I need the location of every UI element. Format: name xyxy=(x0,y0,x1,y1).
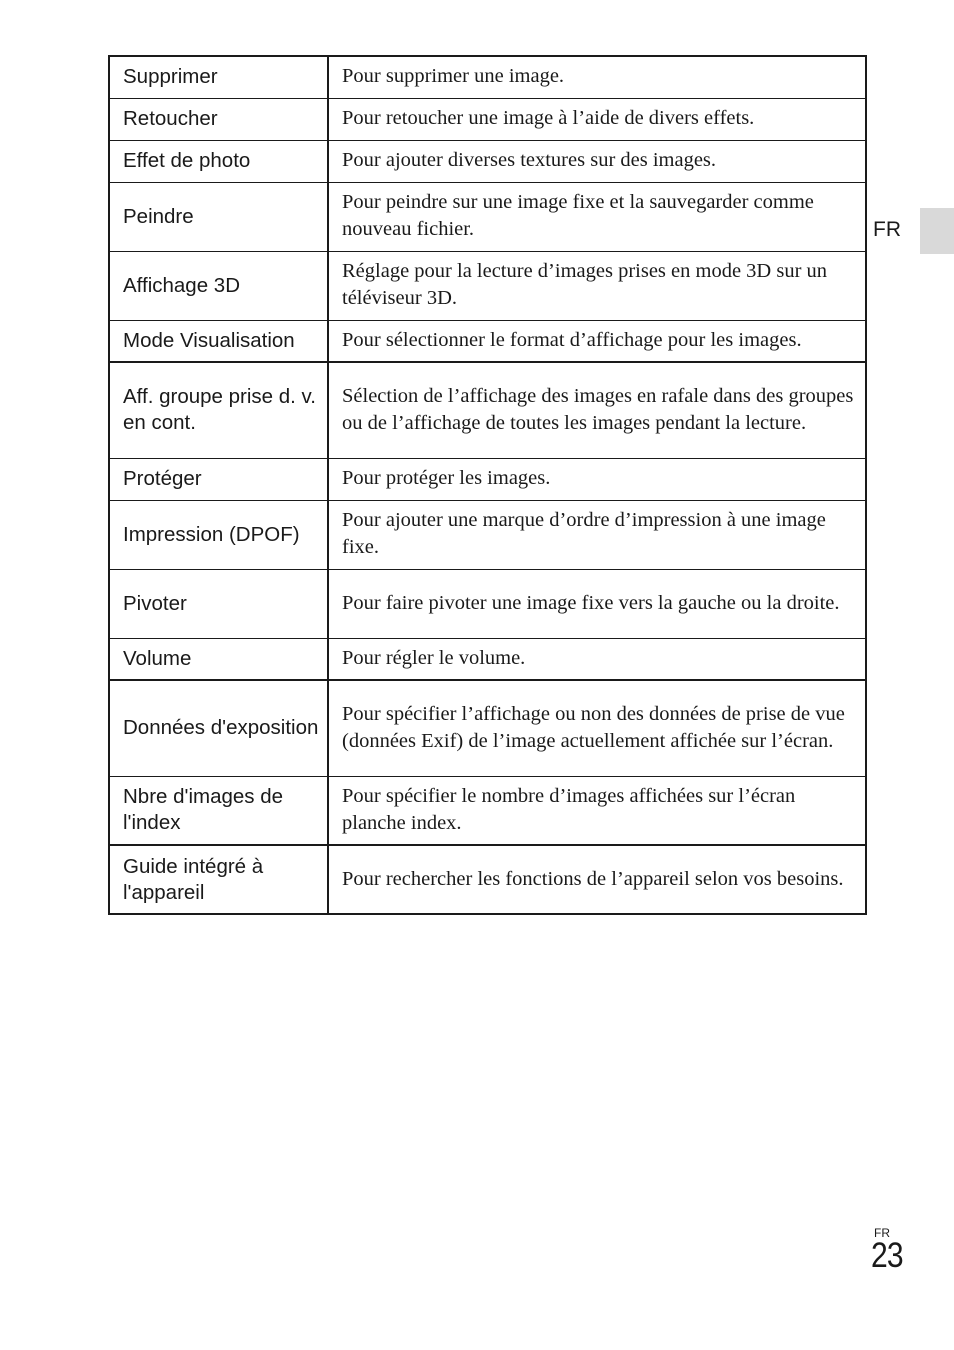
menu-item-name: Protéger xyxy=(109,458,328,500)
menu-item-name: Peindre xyxy=(109,182,328,251)
menu-item-description: Pour régler le volume. xyxy=(328,638,866,680)
language-tab-label: FR xyxy=(873,218,901,241)
page-language-label: FR xyxy=(874,1226,890,1240)
table-row xyxy=(109,569,866,638)
table-row xyxy=(109,320,866,362)
menu-item-description: Pour spécifier l’affichage ou non des données de prise de vue (données Exif) de l’image actuellement affichée sur l’écran. xyxy=(328,680,866,776)
menu-item-name: Supprimer xyxy=(109,56,328,98)
menu-item-description: Pour supprimer une image. xyxy=(328,56,866,98)
menu-item-name: Affichage 3D xyxy=(109,251,328,320)
menu-item-name: Retoucher xyxy=(109,98,328,140)
table-row xyxy=(109,500,866,569)
menu-item-name: Mode Visualisation xyxy=(109,320,328,362)
table-row xyxy=(109,362,866,458)
language-tab-marker xyxy=(920,208,954,254)
table-row xyxy=(109,182,866,251)
menu-item-name: Guide intégré à l'appareil xyxy=(109,845,328,914)
playback-menu-table xyxy=(108,55,867,915)
menu-item-description: Pour peindre sur une image fixe et la sauvegarder comme nouveau fichier. xyxy=(328,182,866,251)
menu-item-description: Pour protéger les images. xyxy=(328,458,866,500)
menu-item-description: Pour retoucher une image à l’aide de divers effets. xyxy=(328,98,866,140)
table-row xyxy=(109,251,866,320)
menu-item-description: Pour ajouter diverses textures sur des images. xyxy=(328,140,866,182)
menu-item-description: Sélection de l’affichage des images en rafale dans des groupes ou de l’affichage de toutes les images pendant la lecture. xyxy=(328,362,866,458)
menu-item-description: Pour faire pivoter une image fixe vers la gauche ou la droite. xyxy=(328,569,866,638)
table-row xyxy=(109,56,866,98)
menu-item-description: Pour ajouter une marque d’ordre d’impression à une image fixe. xyxy=(328,500,866,569)
menu-item-description: Pour sélectionner le format d’affichage pour les images. xyxy=(328,320,866,362)
menu-item-name: Aff. groupe prise d. v. en cont. xyxy=(109,362,328,458)
page-number: 23 xyxy=(871,1236,903,1275)
menu-item-name: Effet de photo xyxy=(109,140,328,182)
table-row xyxy=(109,776,866,845)
menu-item-description: Réglage pour la lecture d’images prises en mode 3D sur un téléviseur 3D. xyxy=(328,251,866,320)
menu-item-description: Pour spécifier le nombre d’images affichées sur l’écran planche index. xyxy=(328,776,866,845)
table-row xyxy=(109,458,866,500)
menu-item-description: Pour rechercher les fonctions de l’appareil selon vos besoins. xyxy=(328,845,866,914)
menu-item-name: Volume xyxy=(109,638,328,680)
table-row xyxy=(109,140,866,182)
menu-item-name: Nbre d'images de l'index xyxy=(109,776,328,845)
menu-item-name: Impression (DPOF) xyxy=(109,500,328,569)
table-row xyxy=(109,638,866,680)
menu-item-name: Pivoter xyxy=(109,569,328,638)
menu-item-name: Données d'exposition xyxy=(109,680,328,776)
table-row xyxy=(109,680,866,776)
table-row xyxy=(109,98,866,140)
table-row xyxy=(109,845,866,914)
